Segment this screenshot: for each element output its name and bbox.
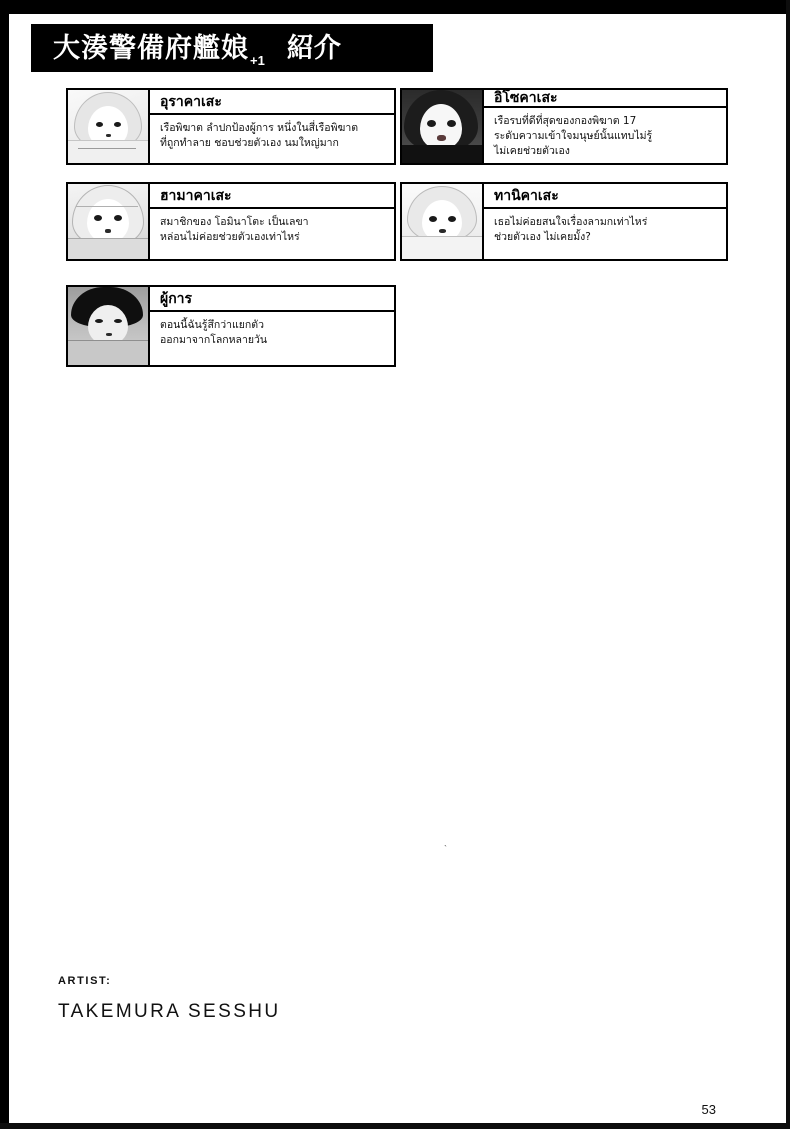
character-portrait [68,90,150,163]
character-description [150,209,394,259]
description-line: ตอนนี้ฉันรู้สึกว่าแยกตัว [160,319,265,331]
character-info [484,90,726,163]
character-description [484,108,726,163]
character-name: อุราคาเสะ [160,93,222,110]
description-line: ระดับความเข้าใจมนุษย์นั้นแทบไม่รู้ [494,130,653,142]
artist-label: ARTIST: [58,975,112,987]
title-main-text: 大湊警備府艦娘 [53,32,249,64]
description-line: สมาชิกของ โอมินาโตะ เป็นเลขา [160,216,309,228]
character-card [66,285,396,367]
character-description [150,312,394,365]
description-line: ที่ถูกทำลาย ชอบช่วยตัวเอง นมใหญ่มาก [160,137,339,149]
character-name: อิโซคาเสะ [494,90,558,106]
page-title [31,24,433,72]
character-info [150,287,394,365]
title-sub-text: 紹介 [286,32,341,64]
character-description [150,115,394,163]
character-name-row [484,184,726,209]
character-name-row [150,90,394,115]
description-line: ช่วยตัวเอง ไม่เคยมั้ง? [494,231,591,243]
artist-name: TAKEMURA SESSHU [58,1001,281,1022]
character-name: ฮามาคาเสะ [160,187,232,204]
page-top-black-bar [0,0,790,14]
character-card [66,182,396,261]
character-card [400,88,728,165]
stray-ink-mark: ` [444,844,447,854]
character-card [400,182,728,261]
character-info [150,184,394,259]
page-right-edge [786,0,790,1129]
description-line: เรือรบที่ดีที่สุดของกองพิฆาต 17 [494,115,637,127]
page-left-edge [0,0,9,1129]
description-line: เรือพิฆาต ลำปกป้องผู้การ หนึ่งในสี่เรือพิฆาต [160,122,359,134]
page-bottom-edge [0,1123,790,1129]
description-line: หล่อนไม่ค่อยช่วยตัวเองเท่าไหร่ [160,231,300,243]
description-line: ไม่เคยช่วยตัวเอง [494,145,570,157]
character-portrait [402,90,484,163]
character-card [66,88,396,165]
description-line: เธอไม่ค่อยสนใจเรื่องลามกเท่าไหร่ [494,216,648,228]
character-portrait [402,184,484,259]
character-info [484,184,726,259]
character-name-row [484,90,726,108]
character-name: ผู้การ [160,290,193,307]
title-plus-text: +1 [250,53,265,68]
character-name: ทานิคาเสะ [494,187,559,204]
character-info [150,90,394,163]
character-name-row [150,184,394,209]
character-description [484,209,726,259]
character-portrait [68,184,150,259]
character-name-row [150,287,394,312]
description-line: ออกมาจากโลกหลายวัน [160,334,268,346]
page-number: 53 [701,1102,716,1117]
character-portrait [68,287,150,365]
